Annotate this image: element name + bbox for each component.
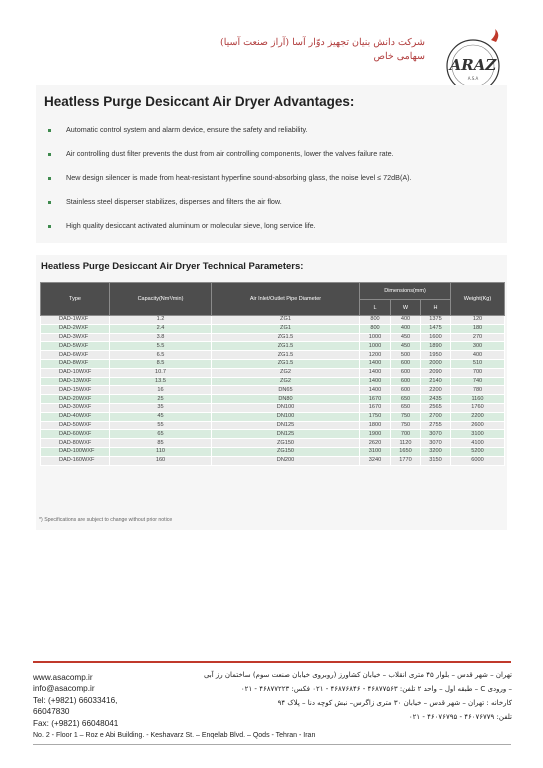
table-cell: 600 <box>391 386 421 395</box>
table-cell: DN100 <box>212 412 360 421</box>
phone-text: Tel: (+9821) 66033416, <box>33 695 118 705</box>
table-cell: 3100 <box>451 430 505 439</box>
advantage-item: Automatic control system and alarm device, ensure the safety and reliability. <box>48 125 308 134</box>
table-cell: DAD-20WXF <box>41 395 110 404</box>
table-cell: 85 <box>110 439 212 448</box>
table-cell: 35 <box>110 403 212 412</box>
bullet-icon <box>48 225 51 228</box>
logo-subtext: A.S.A <box>467 76 479 81</box>
table-row <box>41 439 505 448</box>
table-cell: ZG2 <box>212 377 360 386</box>
col-header-h: H <box>421 300 451 316</box>
table-cell: DAD-6WXF <box>41 351 110 360</box>
table-cell: 1400 <box>360 377 391 386</box>
col-header-w: W <box>391 300 421 316</box>
table-cell: 2755 <box>421 421 451 430</box>
table-cell: 110 <box>110 447 212 456</box>
email-link[interactable]: info@asacomp.ir <box>33 684 95 694</box>
table-cell: ZG1 <box>212 324 360 333</box>
table-cell: 6000 <box>451 456 505 465</box>
bullet-icon <box>48 177 51 180</box>
table-cell: 450 <box>391 342 421 351</box>
table-row <box>41 386 505 395</box>
table-cell: 700 <box>451 368 505 377</box>
table-cell: 1.2 <box>110 316 212 325</box>
table-cell: 1120 <box>391 439 421 448</box>
table-cell: 800 <box>360 316 391 325</box>
table-cell: 2.4 <box>110 324 212 333</box>
table-row <box>41 333 505 342</box>
parameters-section <box>36 255 507 530</box>
table-cell: 6.5 <box>110 351 212 360</box>
table-cell: ZG1.5 <box>212 333 360 342</box>
table-row <box>41 395 505 404</box>
table-cell: 1650 <box>391 447 421 456</box>
table-cell: 500 <box>391 351 421 360</box>
table-cell: ZG1 <box>212 316 360 325</box>
table-cell: 3100 <box>360 447 391 456</box>
parameters-table-body <box>41 316 505 466</box>
table-cell: ZG150 <box>212 447 360 456</box>
table-cell: 600 <box>391 359 421 368</box>
footer-bottom-divider <box>33 744 511 745</box>
bullet-icon <box>48 153 51 156</box>
table-cell: 1600 <box>421 333 451 342</box>
table-row <box>41 412 505 421</box>
table-row <box>41 456 505 465</box>
table-cell: DAD-1WXF <box>41 316 110 325</box>
table-cell: 700 <box>391 430 421 439</box>
table-cell: DAD-50WXF <box>41 421 110 430</box>
table-cell: 5.5 <box>110 342 212 351</box>
table-cell: 1160 <box>451 395 505 404</box>
table-cell: DN125 <box>212 421 360 430</box>
advantage-item: Stainless steel disperser stabilizes, disperses and filters the air flow. <box>48 197 282 206</box>
table-cell: 3070 <box>421 430 451 439</box>
table-cell: 600 <box>391 368 421 377</box>
table-cell: 780 <box>451 386 505 395</box>
table-cell: 120 <box>451 316 505 325</box>
table-cell: 4100 <box>451 439 505 448</box>
table-cell: 3150 <box>421 456 451 465</box>
col-header-capacity: Capacity(Nm³/min) <box>110 283 212 316</box>
table-cell: 750 <box>391 421 421 430</box>
table-cell: DN65 <box>212 386 360 395</box>
table-cell: DAD-2WXF <box>41 324 110 333</box>
fax-text: Fax: (+9821) 66048041 <box>33 718 119 728</box>
website-link[interactable]: www.asacomp.ir <box>33 673 93 682</box>
table-cell: ZG1.5 <box>212 359 360 368</box>
table-cell: 1375 <box>421 316 451 325</box>
table-cell: ZG2 <box>212 368 360 377</box>
table-cell: 1800 <box>360 421 391 430</box>
table-cell: DAD-100WXF <box>41 447 110 456</box>
table-cell: 600 <box>391 377 421 386</box>
table-cell: 55 <box>110 421 212 430</box>
table-row <box>41 447 505 456</box>
table-cell: 1900 <box>360 430 391 439</box>
table-cell: 2700 <box>421 412 451 421</box>
company-name-fa <box>205 36 425 64</box>
table-cell: 2620 <box>360 439 391 448</box>
table-row <box>41 342 505 351</box>
table-cell: 800 <box>360 324 391 333</box>
table-cell: 2090 <box>421 368 451 377</box>
company-type: سهامی خاص <box>373 51 425 62</box>
table-row <box>41 359 505 368</box>
table-cell: 2200 <box>451 412 505 421</box>
table-row <box>41 351 505 360</box>
col-header-l: L <box>360 300 391 316</box>
table-row <box>41 316 505 325</box>
table-cell: DN100 <box>212 403 360 412</box>
table-cell: DAD-3WXF <box>41 333 110 342</box>
table-cell: 3240 <box>360 456 391 465</box>
table-cell: 2565 <box>421 403 451 412</box>
company-name-line1: شرکت دانش بنیان تجهیز دوّار آسا (آراز صنعت آسیا) <box>220 37 425 48</box>
col-header-pipe: Air Inlet/Outlet Pipe Diameter <box>212 283 360 316</box>
table-cell: DAD-160WXF <box>41 456 110 465</box>
bullet-icon <box>48 201 51 204</box>
table-cell: 1750 <box>360 412 391 421</box>
table-cell: 1000 <box>360 333 391 342</box>
address-fa-line: – ورودی C – طبقه اول – واحد ۲ تلفن: ۴۶۸۷۷۵۶۳ - ۴۶۸۷۶۸۴۶ - ۰۲۱ فکس: ۴۶۸۷۷۲۲۳ - ۰۲۱ <box>240 685 512 693</box>
table-cell: DAD-5WXF <box>41 342 110 351</box>
table-cell: 2140 <box>421 377 451 386</box>
table-cell: DAD-8WXF <box>41 359 110 368</box>
table-row <box>41 403 505 412</box>
table-row <box>41 421 505 430</box>
table-cell: 2600 <box>451 421 505 430</box>
table-cell: 400 <box>391 324 421 333</box>
advantage-item: New design silencer is made from heat-resistant hyperfine sound-absorbing glass, the noise level ≤ 72dB(A). <box>48 173 412 182</box>
col-header-weight: Weight(Kg) <box>451 283 505 316</box>
table-cell: 45 <box>110 412 212 421</box>
table-cell: 1475 <box>421 324 451 333</box>
table-cell: 2200 <box>421 386 451 395</box>
logo-text: ARAZ <box>449 56 497 74</box>
table-cell: DAD-13WXF <box>41 377 110 386</box>
parameters-table <box>40 282 505 466</box>
table-cell: DAD-10WXF <box>41 368 110 377</box>
table-cell: 2000 <box>421 359 451 368</box>
table-cell: DN80 <box>212 395 360 404</box>
table-cell: DAD-15WXF <box>41 386 110 395</box>
advantage-item: Air controlling dust filter prevents the dust from air controlling components, lower the valves failure rate. <box>48 149 394 158</box>
table-cell: 750 <box>391 412 421 421</box>
footer-contact <box>33 672 118 729</box>
address-fa-line: کارخانه : تهران – شهر قدس – خیابان ۳۰ متری زاگرس– نبش کوچه دنا – پلاک ۹۴ <box>277 699 512 707</box>
table-cell: 300 <box>451 342 505 351</box>
table-cell: 25 <box>110 395 212 404</box>
address-fa-line: تلفن: ۴۶۰۷۶۷۷۹ - ۴۶۰۷۶۷۹۵ - ۰۲۱ <box>408 713 512 721</box>
table-row <box>41 368 505 377</box>
table-cell: DAD-80WXF <box>41 439 110 448</box>
table-cell: DN125 <box>212 430 360 439</box>
table-cell: 1670 <box>360 395 391 404</box>
table-cell: ZG1.5 <box>212 342 360 351</box>
table-cell: 1770 <box>391 456 421 465</box>
table-cell: ZG150 <box>212 439 360 448</box>
table-cell: 270 <box>451 333 505 342</box>
table-row <box>41 430 505 439</box>
table-cell: DAD-60WXF <box>41 430 110 439</box>
table-cell: 10.7 <box>110 368 212 377</box>
table-cell: 1760 <box>451 403 505 412</box>
phone-text-2: 66047830 <box>33 707 70 717</box>
parameters-title: Heatless Purge Desiccant Air Dryer Technical Parameters: <box>41 261 304 272</box>
table-cell: 13.5 <box>110 377 212 386</box>
specifications-note: *) Specifications are subject to change without prior notice <box>39 517 173 523</box>
table-cell: 1400 <box>360 359 391 368</box>
table-cell: 5200 <box>451 447 505 456</box>
table-cell: 1950 <box>421 351 451 360</box>
col-header-dimensions: Dimensions(mm) <box>360 283 451 300</box>
table-row <box>41 377 505 386</box>
table-cell: 3070 <box>421 439 451 448</box>
table-row <box>41 324 505 333</box>
table-cell: ZG1.5 <box>212 351 360 360</box>
table-cell: 450 <box>391 333 421 342</box>
table-cell: 8.5 <box>110 359 212 368</box>
table-cell: 16 <box>110 386 212 395</box>
table-cell: 400 <box>391 316 421 325</box>
table-cell: DN200 <box>212 456 360 465</box>
table-cell: 2435 <box>421 395 451 404</box>
table-cell: DAD-30WXF <box>41 403 110 412</box>
table-cell: 1400 <box>360 386 391 395</box>
footer-address-en: No. 2 - Floor 1 – Roz e Abi Building. - Keshavarz St. – Enqelab Blvd. – Qods - Tehran - Iran <box>33 732 316 739</box>
table-cell: 160 <box>110 456 212 465</box>
table-cell: 3.8 <box>110 333 212 342</box>
table-cell: 65 <box>110 430 212 439</box>
footer-address-fa <box>182 668 512 724</box>
table-cell: 1400 <box>360 368 391 377</box>
table-cell: 740 <box>451 377 505 386</box>
advantage-item: High quality desiccant activated aluminum or molecular sieve, long service life. <box>48 221 316 230</box>
table-cell: 1200 <box>360 351 391 360</box>
table-cell: 400 <box>451 351 505 360</box>
table-cell: 650 <box>391 403 421 412</box>
table-cell: 650 <box>391 395 421 404</box>
advantages-title: Heatless Purge Desiccant Air Dryer Advantages: <box>44 94 355 109</box>
address-fa-line: تهران – شهر قدس – بلوار ۴۵ متری انقلاب – خیابان کشاورز (روبروی خیابان صنعت سوم) ساختمان رز آبی <box>203 671 512 679</box>
table-cell: 3200 <box>421 447 451 456</box>
table-cell: 1670 <box>360 403 391 412</box>
col-header-type: Type <box>41 283 110 316</box>
advantages-section <box>36 85 507 243</box>
table-cell: 180 <box>451 324 505 333</box>
table-cell: 1000 <box>360 342 391 351</box>
table-cell: 510 <box>451 359 505 368</box>
bullet-icon <box>48 129 51 132</box>
table-cell: 1890 <box>421 342 451 351</box>
footer-divider <box>33 661 511 663</box>
table-cell: DAD-40WXF <box>41 412 110 421</box>
